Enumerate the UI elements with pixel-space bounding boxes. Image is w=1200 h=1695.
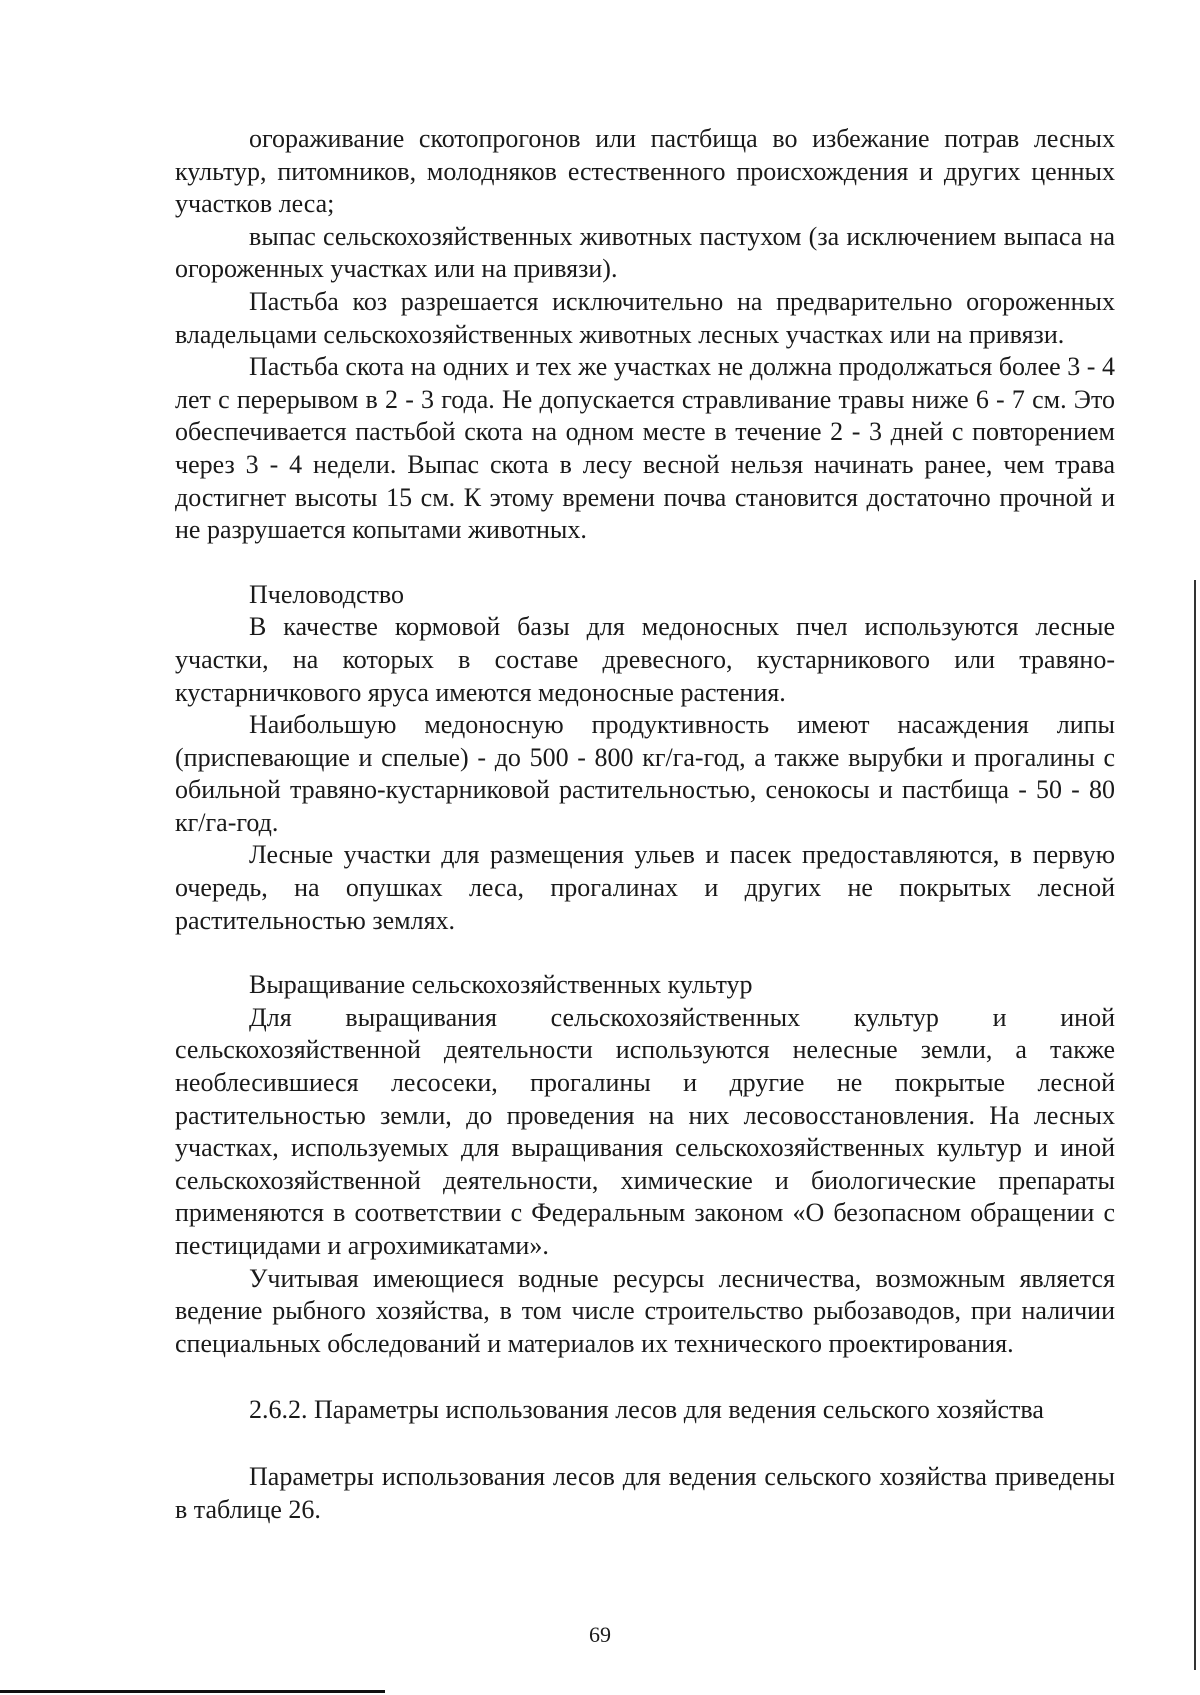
paragraph-fencing: огораживание скотопрогонов или пастбища во избежание потрав лесных культур, питомников, молодняков естественного происхождения и других ценных участков леса; xyxy=(175,124,1115,219)
page-number: 69 xyxy=(589,1622,611,1647)
scan-edge-line xyxy=(1194,580,1196,1670)
paragraph-herding: выпас сельскохозяйственных животных пастухом (за исключением выпаса на огороженных участках или на привязи). xyxy=(175,221,1115,284)
heading-crops: Выращивание сельскохозяйственных культур xyxy=(249,970,753,1000)
paragraph-table-reference: Параметры использования лесов для ведения сельского хозяйства приведены в таблице 26. xyxy=(175,1461,1115,1524)
paragraph-crop-lands: Для выращивания сельскохозяйственных культур и иной сельскохозяйственной деятельности используются нелесные земли, а также необлесившиеся лесосеки, прогалины и другие не покрытые лесной растительностью земли, до проведения на них лесовосстановления. На лесных участках, используемых для выращивания сельскохозяйственных культур и иной сельскохозяйственной деятельности, химические и биологические препараты применяются в соответствии с Федеральным законом «О безопасном обращении с пестицидами и агрохимикатами». xyxy=(175,1002,1115,1260)
scan-artifact-line xyxy=(0,1690,385,1693)
paragraph-grazing-rules: Пастьба скота на одних и тех же участках не должна продолжаться более 3 - 4 лет с перерывом в 2 - 3 года. Не допускается стравливание травы ниже 6 - 7 см. Это обеспечивается пастьбой скота на одном месте в течение 2 - 3 дней с повторением через 3 - 4 недели. Выпас скота в лесу весной нельзя начинать ранее, чем трава достигнет высоты 15 см. К этому времени почва становится достаточно прочной и не разрушается копытами животных. xyxy=(175,352,1115,545)
heading-beekeeping: Пчеловодство xyxy=(249,579,404,609)
page-body xyxy=(175,123,1115,1526)
section-heading: 2.6.2. Параметры использования лесов для ведения сельского хозяйства xyxy=(249,1395,1044,1425)
paragraph-bee-productivity: Наибольшую медоносную продуктивность имеют насаждения липы (приспевающие и спелые) - до 500 - 800 кг/га-год, а также вырубки и прогалины с обильной травяно-кустарниковой растительностью, сенокосы и пастбища - 50 - 80 кг/га-год. xyxy=(175,710,1115,837)
paragraph-apiary-placement: Лесные участки для размещения ульев и пасек предоставляются, в первую очередь, на опушках леса, прогалинах и других не покрытых лесной растительностью землях. xyxy=(175,840,1115,935)
paragraph-bee-forage: В качестве кормовой базы для медоносных пчел используются лесные участки, на которых в составе древесного, кустарникового или травяно-кустарничкового яруса имеются медоносные растения. xyxy=(175,612,1115,707)
paragraph-goats: Пастьба коз разрешается исключительно на предварительно огороженных владельцами сельскохозяйственных животных лесных участках или на привязи. xyxy=(175,286,1115,349)
paragraph-fishery: Учитывая имеющиеся водные ресурсы лесничества, возможным является ведение рыбного хозяйства, в том числе строительство рыбозаводов, при наличии специальных обследований и материалов их технического проектирования. xyxy=(175,1263,1115,1358)
